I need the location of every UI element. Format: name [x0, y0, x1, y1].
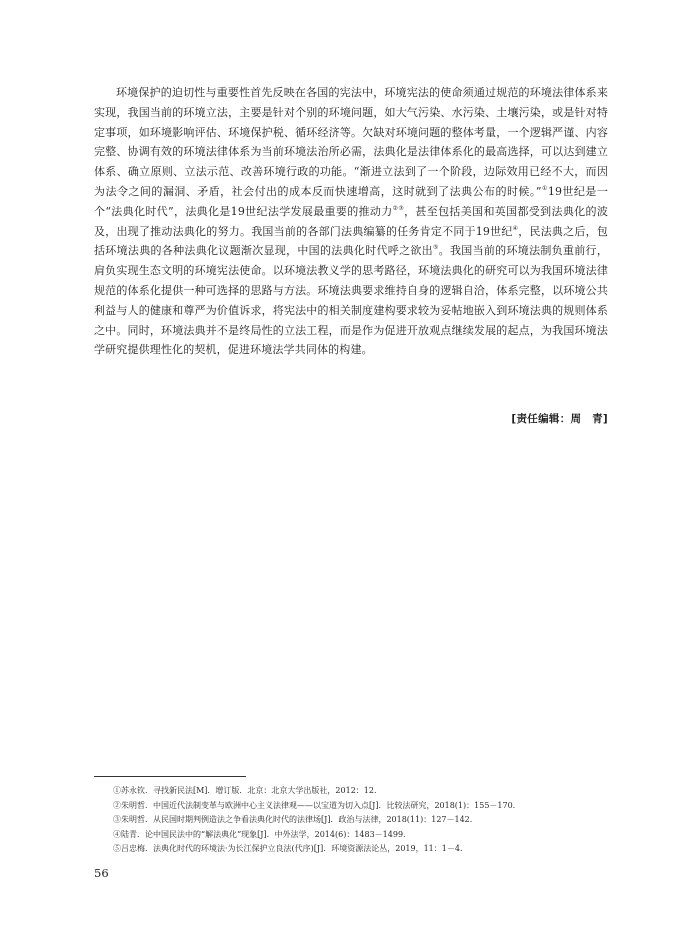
footnote-ref[interactable]: ②③: [392, 204, 405, 212]
body-text-segment: ，民法典之后，包括环境法典的各种法典化议题渐次显现，中国的法典化时代呼之欲出: [94, 224, 608, 258]
body-text-segment: ，甚至包括美国和英国都受到法典化的波及，出现了推动法典化的努力。我国当前的各部门法典编纂的任务肯定不同于19世纪: [94, 204, 609, 238]
footnote-divider: [94, 776, 246, 777]
footnote-item: ④陆青．论中国民法中的“解法典化”现象[J]．中外法学，2014(6)：1483－1499.: [113, 829, 406, 839]
body-paragraph: [94, 83, 608, 360]
footnote-ref[interactable]: ①: [541, 184, 548, 192]
footnote-item: ⑤吕忠梅．法典化时代的环境法·为长江保护立良法(代序)[J]．环境资源法论丛，2019，11：1－4.: [113, 844, 463, 853]
editor-credit: [责任编辑：周 青]: [511, 413, 608, 425]
page-number: 56: [94, 866, 109, 880]
footnote-item: ②朱明哲．中国近代法制变革与欧洲中心主义法律观——以宝道为切入点[J]．比较法研究，2018(1)：155－170.: [113, 800, 516, 810]
footnote-ref[interactable]: ⑤: [432, 244, 439, 252]
body-text-segment: 19世纪是一个“法典化时代”，法典化是19世纪法学发展最重要的推动力: [94, 184, 608, 218]
body-text-segment: 。我国当前的环境法制负重前行，肩负实现生态文明的环境宪法使命。以环境法教义学的思考路径，环境法典化的研究可以为我国环境法律规范的体系化提供一种可选择的思路与方法。环境法典要求维持自身的逻辑自洽，体系完整，以环境公共利益与人的健康和尊严为价值诉求，将宪法中的相关制度建构要求较为妥帖地嵌入到环境法典的规则体系之中。同时，环境法典并不是终局性的立法工程，而是作为促进开放观点继续发展的起点，为我国环境法学研究提供理性化的契机，促进环境法学共同体的构建。: [94, 244, 609, 357]
footnotes-list: [113, 784, 608, 857]
body-text-segment: 环境保护的迫切性与重要性首先反映在各国的宪法中，环境宪法的使命须通过规范的环境法律体系来实现，我国当前的环境立法，主要是针对个别的环境问题，如大气污染、水污染、土壤污染，或是针对特定事项，如环境影响评估、环境保护税、循环经济等。欠缺对环境问题的整体考量，一个逻辑严谨、内容完整、协调有效的环境法律体系为当前环境法治所必需，法典化是法律体系化的最高选择，可以达到建立体系、确立原则、立法示范、改善环境行政的功能。“渐进立法到了一个阶段，边际效用已经不大，而因为法令之间的漏洞、矛盾，社会付出的成本反而快速增高，这时就到了法典公布的时候。”: [94, 86, 608, 198]
footnote-item: ③朱明哲．从民国时期判例造法之争看法典化时代的法律场[J]．政治与法律，2018(11)：127－142.: [113, 815, 473, 824]
footnote-ref[interactable]: ④: [512, 224, 519, 232]
footnote-item: ①苏永钦．寻找新民法[M]．增订版．北京：北京大学出版社，2012：12.: [113, 786, 377, 795]
